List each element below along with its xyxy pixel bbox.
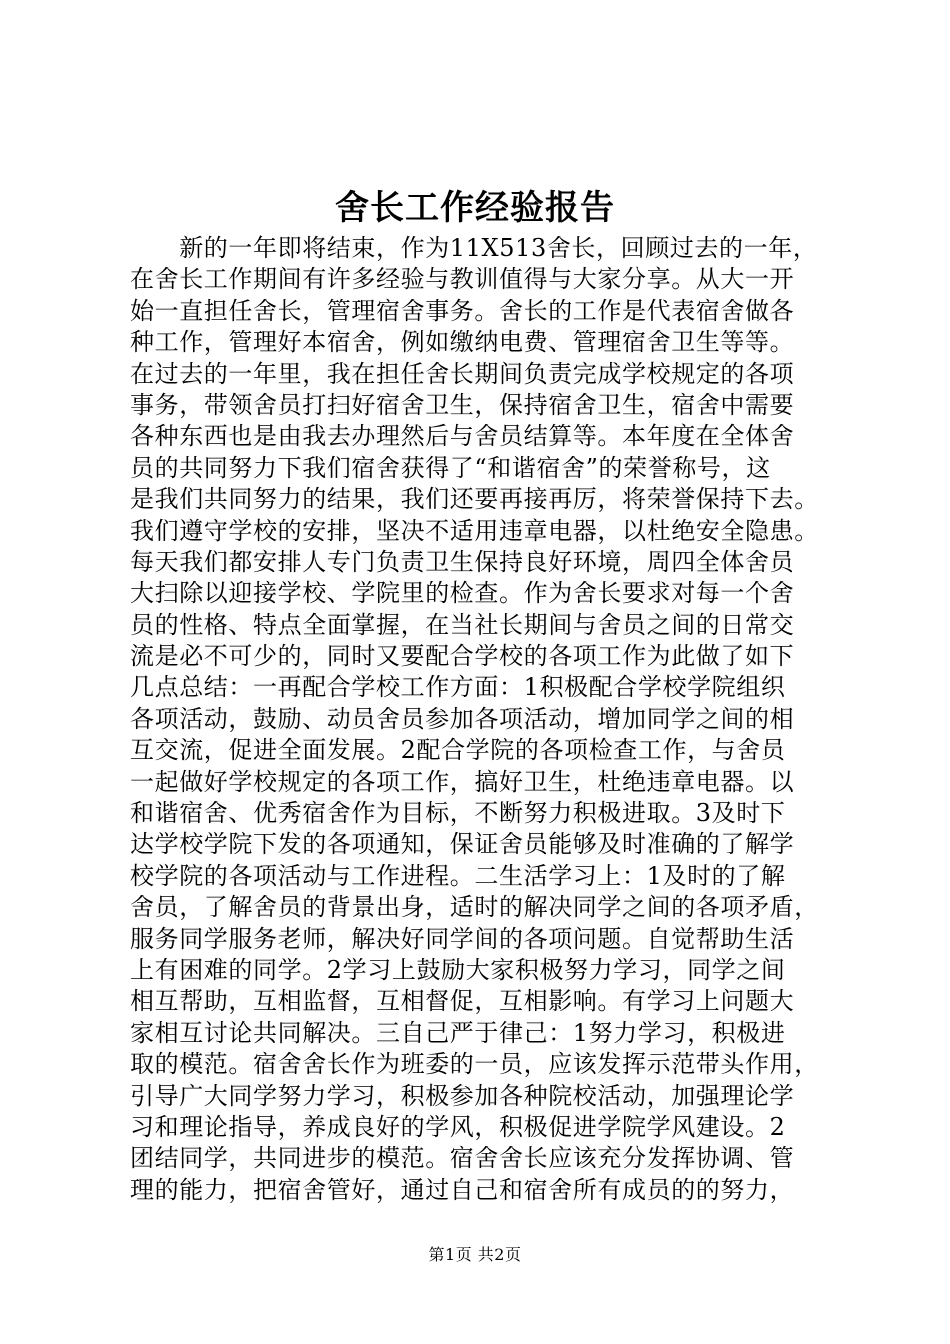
body-line: 每天我们都安排人专门负责卫生保持良好环境，周四全体舍员: [130, 547, 795, 576]
body-line: 大扫除以迎接学校、学院里的检查。作为舍长要求对每一个舍: [130, 579, 795, 608]
body-line: 种工作，管理好本宿舍，例如缴纳电费、管理宿舍卫生等等。: [130, 328, 795, 357]
body-line: 事务，带领舍员打扫好宿舍卫生，保持宿舍卫生，宿舍中需要: [130, 390, 795, 419]
body-line: 是我们共同努力的结果，我们还要再接再厉，将荣誉保持下去。: [130, 485, 819, 514]
body-line: 几点总结：一再配合学校工作方面：1积极配合学校学院组织: [130, 673, 786, 702]
body-line: 互交流，促进全面发展。2配合学院的各项检查工作，与舍员: [130, 736, 786, 765]
body-line: 在舍长工作期间有许多经验与教训值得与大家分享。从大一开: [130, 265, 795, 294]
page-footer: 第1页 共2页: [428, 1245, 522, 1264]
body-line: 家相互讨论共同解决。三自己严于律己：1努力学习，积极进: [130, 1018, 786, 1047]
document-body: [130, 233, 830, 1206]
body-line: 校学院的各项活动与工作进程。二生活学习上：1及时的了解: [130, 861, 786, 890]
body-line: 流是必不可少的，同时又要配合学校的各项工作为此做了如下: [130, 642, 795, 671]
body-line: 员的性格、特点全面掌握，在当社长期间与舍员之间的日常交: [130, 610, 795, 639]
body-line: 和谐宿舍、优秀宿舍作为目标，不断努力积极进取。3及时下: [130, 799, 786, 828]
body-line: 相互帮助，互相监督，互相督促，互相影响。有学习上问题大: [130, 987, 795, 1016]
body-line: 达学校学院下发的各项通知，保证舍员能够及时准确的了解学: [130, 830, 795, 859]
body-line: 一起做好学校规定的各项工作，搞好卫生，杜绝违章电器。以: [130, 767, 795, 796]
body-line: 各项活动，鼓励、动员舍员参加各项活动，增加同学之间的相: [130, 704, 795, 733]
body-line: 取的模范。宿舍舍长作为班委的一员，应该发挥示范带头作用，: [130, 1050, 819, 1079]
body-line: 引导广大同学努力学习，积极参加各种院校活动，加强理论学: [130, 1081, 795, 1110]
body-line: 我们遵守学校的安排，坚决不适用违章电器，以杜绝安全隐患。: [130, 516, 819, 545]
body-line: 团结同学，共同进步的模范。宿舍舍长应该充分发挥协调、管: [130, 1144, 795, 1173]
body-line: 在过去的一年里，我在担任舍长期间负责完成学校规定的各项: [130, 359, 795, 388]
body-line: 始一直担任舍长，管理宿舍事务。舍长的工作是代表宿舍做各: [130, 296, 795, 325]
body-line: 舍员，了解舍员的背景出身，适时的解决同学之间的各项矛盾，: [130, 893, 819, 922]
body-line: 服务同学服务老师，解决好同学间的各项问题。自觉帮助生活: [130, 924, 795, 953]
body-line: 员的共同努力下我们宿舍获得了“和谐宿舍”的荣誉称号，这: [130, 453, 771, 482]
body-line: 理的能力，把宿舍管好，通过自己和宿舍所有成员的的努力，: [130, 1175, 795, 1204]
body-line: 上有困难的同学。2学习上鼓励大家积极努力学习，同学之间: [130, 955, 786, 984]
document-title: 舍长工作经验报告: [335, 188, 615, 228]
body-line: 习和理论指导，养成良好的学风，积极促进学院学风建设。2: [130, 1112, 786, 1141]
body-line: 各种东西也是由我去办理然后与舍员结算等。本年度在全体舍: [130, 422, 795, 451]
body-line: 新的一年即将结束，作为11X513舍长，回顾过去的一年，: [130, 234, 818, 262]
